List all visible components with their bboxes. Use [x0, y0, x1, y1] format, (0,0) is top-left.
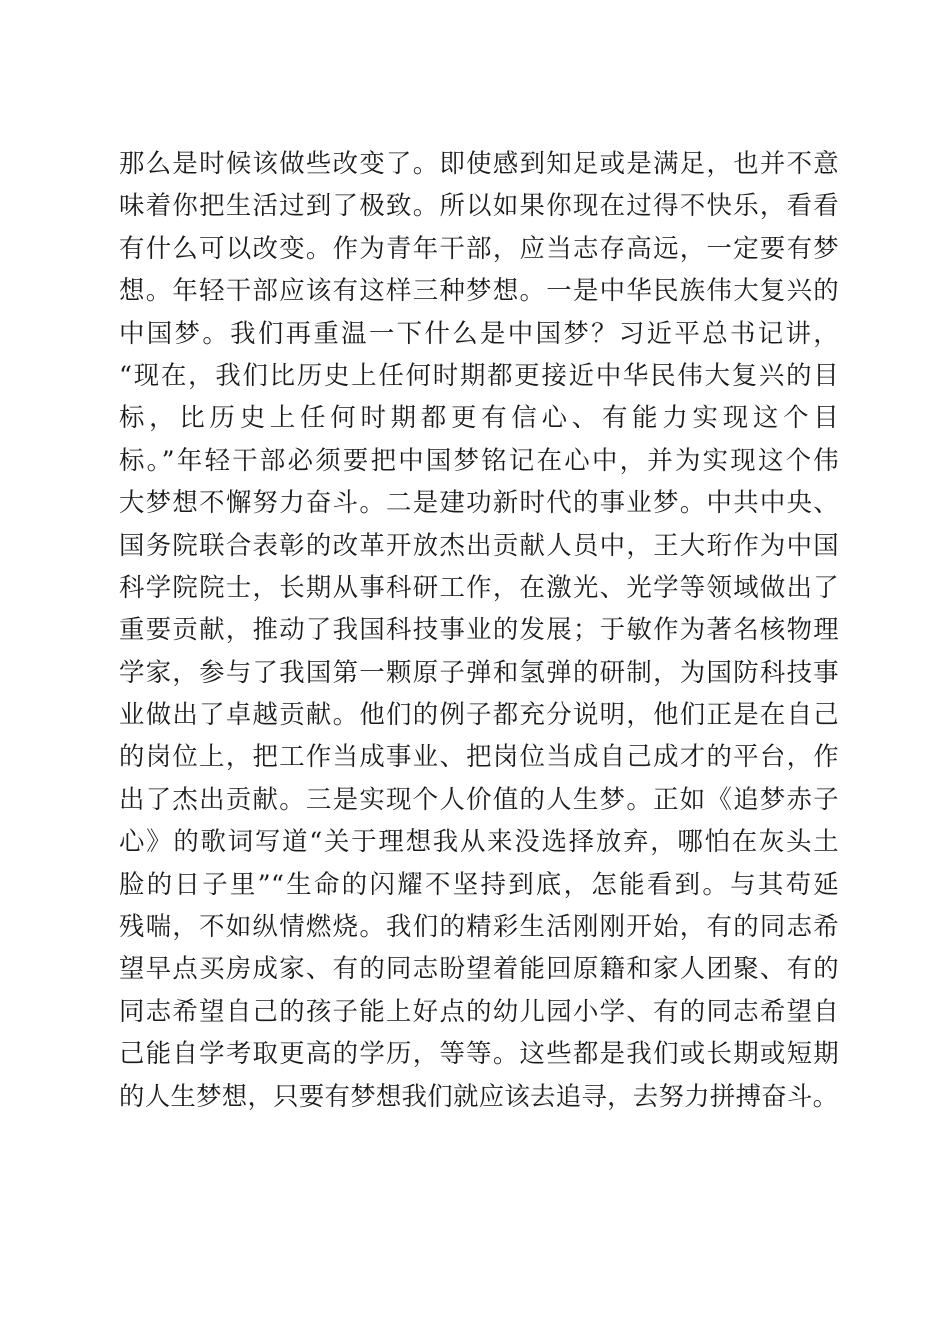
text-line: 重要贡献，推动了我国科技事业的发展；于敏作为著名核物理: [119, 614, 839, 645]
text-line: 中国梦。我们再重温一下什么是中国梦？习近平总书记讲，: [119, 317, 839, 348]
text-line: 标。”年轻干部必须要把中国梦铭记在心中，并为实现这个伟: [119, 444, 839, 475]
text-line: 望早点买房成家、有的同志盼望着能回原籍和家人团聚、有的: [119, 953, 839, 984]
text-line: 那么是时候该做些改变了。即使感到知足或是满足，也并不意: [119, 148, 839, 178]
text-line: 残喘，不如纵情燃烧。我们的精彩生活刚刚开始，有的同志希: [119, 911, 839, 942]
text-line: 科学院院士，长期从事科研工作，在激光、光学等领域做出了: [119, 571, 839, 602]
text-line: 大梦想不懈努力奋斗。二是建功新时代的事业梦。中共中央、: [119, 487, 839, 518]
text-line: 出了杰出贡献。三是实现个人价值的人生梦。正如《追梦赤子: [119, 783, 839, 814]
body-paragraph: [119, 142, 839, 1117]
text-line: 学家，参与了我国第一颗原子弹和氢弹的研制，为国防科技事: [119, 656, 839, 687]
text-line: 的人生梦想，只要有梦想我们就应该去追寻，去努力拼搏奋斗。: [119, 1080, 839, 1111]
text-line: “现在，我们比历史上任何时期都更接近中华民伟大复兴的目: [119, 359, 839, 390]
text-line: 心》的歌词写道“关于理想我从来没选择放弃，哪怕在灰头土: [119, 826, 839, 857]
text-line: 国务院联合表彰的改革开放杰出贡献人员中，王大珩作为中国: [119, 529, 839, 560]
text-line: 业做出了卓越贡献。他们的例子都充分说明，他们正是在自己: [119, 699, 839, 730]
text-line: 同志希望自己的孩子能上好点的幼儿园小学、有的同志希望自: [119, 995, 839, 1026]
text-line: 有什么可以改变。作为青年干部，应当志存高远，一定要有梦: [119, 232, 839, 263]
text-line: 的岗位上，把工作当成事业、把岗位当成自己成才的平台，作: [119, 741, 839, 772]
text-line: 味着你把生活过到了极致。所以如果你现在过得不快乐，看看: [119, 190, 839, 221]
text-line: 己能自学考取更高的学历，等等。这些都是我们或长期或短期: [119, 1038, 839, 1069]
text-line: 脸的日子里”“生命的闪耀不坚持到底，怎能看到。与其苟延: [119, 868, 839, 899]
text-line: 标，比历史上任何时期都更有信心、有能力实现这个目: [119, 402, 839, 433]
text-line: 想。年轻干部应该有这样三种梦想。一是中华民族伟大复兴的: [119, 275, 839, 306]
